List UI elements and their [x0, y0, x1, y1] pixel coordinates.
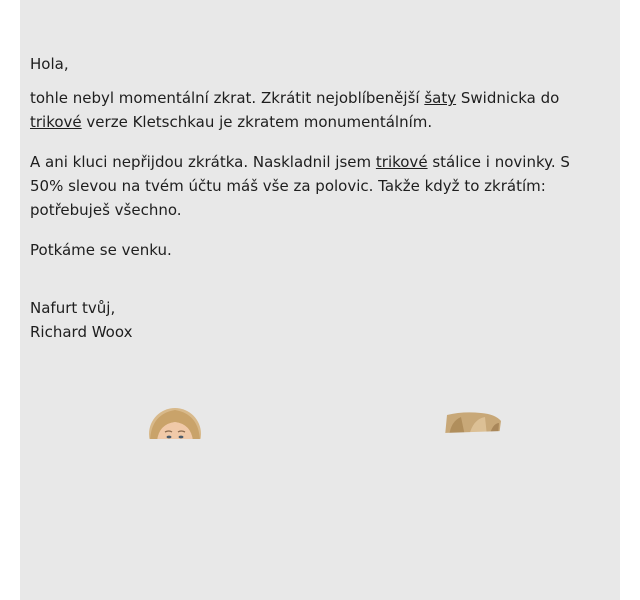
model-photo-1[interactable]	[147, 408, 203, 441]
signoff: Nafurt tvůj,	[30, 299, 116, 317]
paragraph-1-text-a: tohle nebyl momentální zkrat. Zkrátit nejoblíbenější	[30, 89, 425, 107]
paragraph-1-text-b: Swidnicka do	[456, 89, 560, 107]
model-photo-2[interactable]	[441, 411, 503, 436]
model-photo-2-image	[441, 411, 503, 436]
paragraph-2-text-a: A ani kluci nepřijdou zkrátka. Naskladnil jsem	[30, 153, 376, 171]
email-content	[30, 52, 600, 344]
greeting: Hola,	[30, 55, 69, 73]
paragraph-2	[30, 150, 600, 222]
model-photo-1-image	[147, 408, 203, 441]
paragraph-1-text-c: verze Kletschkau je zkratem monumentálním.	[81, 113, 433, 131]
signature-spacer	[30, 262, 600, 296]
paragraph-1	[30, 86, 600, 134]
link-saty[interactable]: šaty	[424, 89, 457, 107]
signature: Richard Woox	[30, 323, 133, 341]
paragraph-3: Potkáme se venku.	[30, 241, 172, 259]
email-body-panel	[20, 0, 620, 600]
link-trikove-1[interactable]: trikové	[30, 113, 82, 131]
link-trikove-2[interactable]: trikové	[375, 153, 428, 171]
paragraph-2-text-b: stálice i novinky. S 50% slevou na tvém účtu máš vše za polovic. Takže když to zkrátím: potřebuješ všechno.	[30, 153, 570, 219]
